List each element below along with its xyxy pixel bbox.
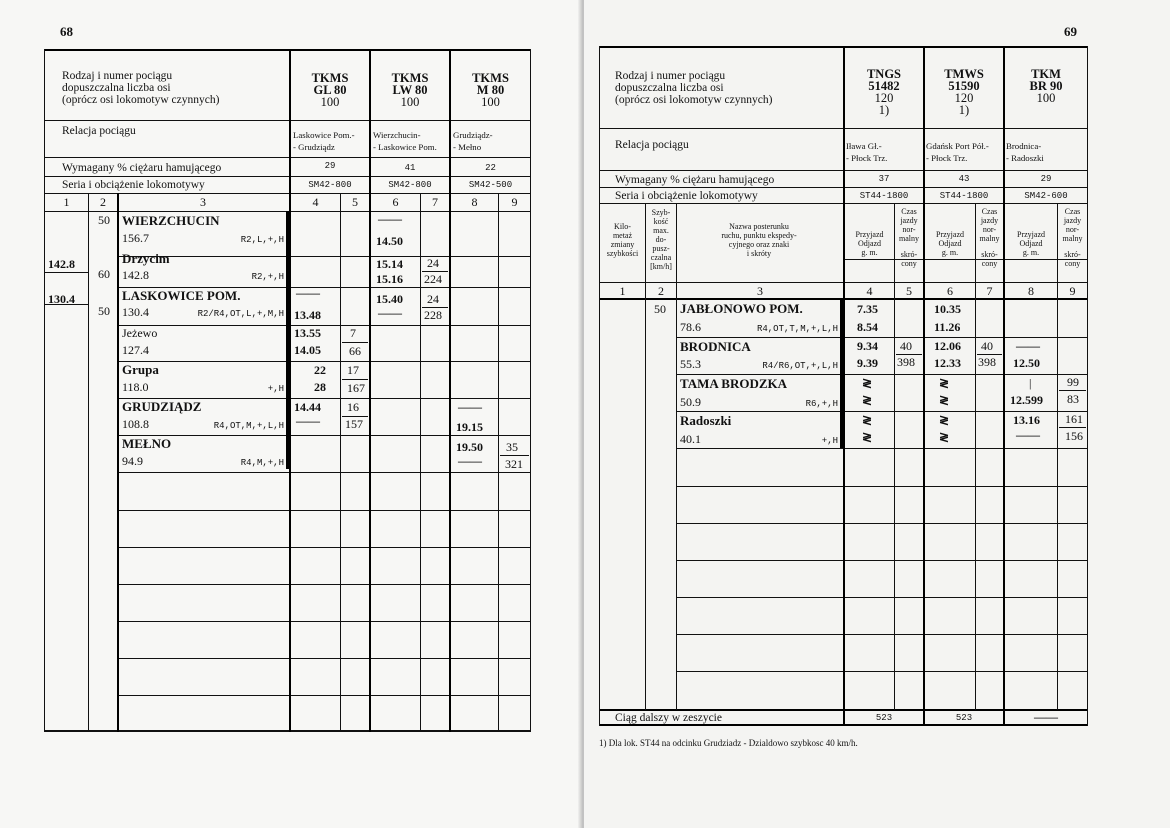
run-time: 17 — [347, 363, 359, 377]
max-speed: 50 — [654, 302, 666, 316]
station-km: 108.8 — [122, 417, 149, 431]
series-label: Seria i obciążenie lokomotywy — [62, 179, 205, 191]
time-departure: 19.15 — [456, 420, 483, 434]
run-time-reduced: 66 — [349, 344, 361, 358]
no-stop-mark: ≷ — [939, 430, 950, 444]
station-codes: R4/R6,OT,+,L,H — [762, 361, 838, 371]
train-code-2: TMWS 51590 120 1) — [944, 67, 984, 117]
relation-3: Brodnica- - Radoszki — [1006, 141, 1044, 163]
station-km: 55.3 — [680, 357, 701, 371]
time-arrival: 9.34 — [857, 339, 878, 353]
station-name: Drzycim — [122, 251, 170, 266]
station-name: BRODNICA — [680, 339, 751, 354]
time-departure: 9.39 — [857, 356, 878, 370]
station-name: LASKOWICE POM. — [122, 288, 241, 303]
runtime-subheader: Czas jazdy nor- malny skró- cony — [899, 207, 919, 268]
run-time: 24 — [427, 292, 439, 306]
time-dash: —— — [1016, 428, 1040, 442]
time-departure: 14.50 — [376, 234, 403, 248]
time-departure: 15.16 — [376, 272, 403, 286]
col-number: 1 — [619, 284, 626, 298]
time-dash: —— — [458, 454, 482, 468]
station-name: TAMA BRODZKA — [680, 376, 788, 391]
series-3: SM42-500 — [468, 180, 513, 190]
no-stop-mark: ≷ — [939, 413, 950, 427]
station-name: WIERZCHUCIN — [122, 213, 220, 228]
arrdep-subheader: Przyjazd Odjazd g. m. — [1017, 230, 1045, 257]
col-number: 2 — [658, 284, 664, 298]
relation-1: Laskowice Pom.- - Grudziądz — [293, 130, 355, 152]
train-code-1: TKMS GL 80 100 — [311, 71, 349, 109]
series-3: SM42-600 — [1024, 191, 1068, 201]
run-time: 16 — [347, 400, 359, 414]
run-time-reduced: 83 — [1067, 392, 1079, 406]
station-codes: R4,M,+,H — [240, 458, 284, 468]
station-codes: +,H — [821, 436, 838, 446]
page-number-right: 69 — [1064, 24, 1077, 39]
time-arrival: 12.06 — [934, 339, 961, 353]
no-stop-mark: ≷ — [862, 393, 873, 407]
col-number: 6 — [392, 195, 399, 209]
max-speed: 60 — [98, 267, 110, 281]
run-time-reduced: 167 — [347, 381, 365, 395]
braking-label: Wymagany % ciężaru hamującego — [615, 174, 775, 186]
braking-3: 29 — [1040, 174, 1052, 184]
run-time-reduced: 228 — [424, 308, 442, 322]
speed-subheader: Szyb- kość max. do- pusz- czalna [km/h] — [650, 208, 672, 271]
station-km: 40.1 — [680, 432, 701, 446]
run-time: 40 — [981, 339, 993, 353]
col-number: 1 — [63, 195, 70, 209]
station-km: 118.0 — [122, 380, 149, 394]
time-departure: 11.26 — [934, 320, 961, 334]
station-km: 127.4 — [122, 343, 149, 357]
time-dash: —— — [296, 414, 320, 428]
time-arrival: 7.35 — [857, 302, 878, 316]
run-time: 35 — [506, 440, 518, 454]
station-name: Grupa — [122, 362, 159, 377]
braking-2: 43 — [958, 174, 970, 184]
time-dash: —— — [1016, 339, 1040, 353]
train-type-label: Rodzaj i numer pociągu dopuszczalna liczba osi (oprócz osi lokomotyw czynnych) — [62, 70, 220, 106]
run-time-reduced: 157 — [345, 417, 363, 431]
page-number-left: 68 — [60, 24, 73, 39]
braking-3: 22 — [485, 163, 496, 173]
station-name: GRUDZIĄDZ — [122, 399, 202, 414]
time-arrival: 19.50 — [456, 440, 483, 454]
speed-change-km: 130.4 — [48, 292, 75, 306]
continued-label: Ciąg dalszy w zeszycie — [615, 712, 722, 724]
braking-label: Wymagany % ciężaru hamującego — [62, 162, 222, 174]
runtime-subheader: Czas jazdy nor- malny skró- cony — [979, 207, 1000, 268]
col-number: 2 — [100, 195, 106, 209]
time-arrival: 22 — [314, 363, 326, 377]
station-name: MEŁNO — [122, 436, 172, 451]
continued-1: 523 — [875, 713, 893, 723]
col-number: 3 — [200, 195, 206, 209]
station-km: 50.9 — [680, 395, 701, 409]
relation-1: Iława Gł.- - Płock Trz. — [846, 141, 888, 163]
series-label: Seria i obciążenie lokomotywy — [615, 190, 758, 202]
time-dash: —— — [296, 286, 320, 300]
col-number: 3 — [757, 284, 763, 298]
time-departure: 12.50 — [1013, 356, 1040, 370]
time-arrival: 15.40 — [376, 292, 403, 306]
station-codes: R4,OT,M,+,L,H — [213, 421, 284, 431]
continued-3: —— — [1034, 710, 1058, 724]
col-number: 9 — [1069, 284, 1076, 298]
time-dash: —— — [458, 400, 482, 414]
station-km: 130.4 — [122, 305, 149, 319]
relation-2: Wierzchucin- - Laskowice Pom. — [373, 130, 437, 152]
station-name: Radoszki — [680, 413, 732, 428]
series-1: ST44-1800 — [859, 191, 909, 201]
run-time: 161 — [1065, 412, 1083, 426]
station-km: 142.8 — [122, 268, 149, 282]
time-arrival: | — [1029, 376, 1032, 390]
name-subheader: Nazwa posterunku ruchu, punktu ekspedy- cyjnego oraz znaki i skróty — [721, 222, 797, 258]
braking-1: 29 — [324, 161, 336, 171]
station-codes: R6,+,H — [805, 399, 838, 409]
col-number: 8 — [1028, 284, 1034, 298]
run-time: 40 — [900, 339, 912, 353]
time-arrival: 14.44 — [294, 400, 321, 414]
station-km: 94.9 — [122, 454, 143, 468]
time-departure: 14.05 — [294, 343, 321, 357]
arrdep-subheader: Przyjazd Odjazd g. m. — [936, 230, 964, 257]
station-codes: R4,OT,T,M,+,L,H — [756, 324, 838, 334]
col-number: 7 — [432, 195, 438, 209]
speed-change-km: 142.8 — [48, 257, 75, 271]
series-1: SM42-800 — [308, 180, 352, 190]
footnote: 1) Dla lok. ST44 na odcinku Grudziadz - Dzialdowo szybkosc 40 km/h. — [599, 738, 858, 748]
run-time: 99 — [1067, 375, 1079, 389]
max-speed: 50 — [98, 304, 110, 318]
station-codes: R2/R4,OT,L,+,M,H — [197, 309, 284, 319]
runtime-subheader: Czas jazdy nor- malny skró- cony — [1062, 207, 1083, 268]
run-time-reduced: 398 — [978, 355, 996, 369]
col-number: 6 — [947, 284, 953, 298]
relation-2: Gdańsk Port Pół.- - Płock Trz. — [926, 141, 989, 163]
run-time: 24 — [427, 256, 439, 270]
time-dash: —— — [378, 212, 402, 226]
station-km: 78.6 — [680, 320, 701, 334]
run-time-reduced: 224 — [424, 272, 442, 286]
time-dash: —— — [378, 306, 402, 320]
time-departure: 12.33 — [934, 356, 961, 370]
time-departure: 12.599 — [1010, 393, 1043, 407]
col-number: 4 — [312, 195, 319, 209]
time-departure: 28 — [314, 380, 326, 394]
left-page — [0, 0, 582, 828]
col-number: 5 — [906, 284, 912, 298]
station-codes: R2,L,+,H — [240, 235, 284, 245]
train-code-1: TNGS 51482 120 1) — [866, 67, 902, 117]
series-2: SM42-800 — [388, 180, 432, 190]
time-departure: 13.48 — [294, 308, 321, 322]
time-arrival: 10.35 — [934, 302, 961, 316]
no-stop-mark: ≷ — [862, 376, 873, 390]
train-type-label: Rodzaj i numer pociągu dopuszczalna liczba osi (oprócz osi lokomotyw czynnych) — [615, 70, 773, 106]
time-departure: 8.54 — [857, 320, 878, 334]
braking-1: 37 — [878, 174, 890, 184]
station-name: Jeżewo — [122, 326, 158, 340]
no-stop-mark: ≷ — [939, 393, 950, 407]
relation-3: Grudziądz- - Mełno — [453, 130, 493, 152]
run-time: 7 — [350, 326, 356, 340]
col-number: 9 — [511, 195, 518, 209]
train-code-3: TKM BR 90 100 — [1029, 67, 1063, 105]
right-page — [584, 0, 1170, 828]
time-arrival: 15.14 — [376, 257, 403, 271]
train-code-3: TKMS M 80 100 — [472, 71, 509, 109]
no-stop-mark: ≷ — [862, 430, 873, 444]
relation-label: Relacja pociągu — [615, 139, 689, 151]
station-name: JABŁONOWO POM. — [680, 301, 803, 316]
col-number: 5 — [352, 195, 358, 209]
time-arrival: 13.55 — [294, 326, 321, 340]
braking-2: 41 — [404, 163, 416, 173]
run-time-reduced: 156 — [1065, 429, 1083, 443]
no-stop-mark: ≷ — [862, 413, 873, 427]
no-stop-mark: ≷ — [939, 376, 950, 390]
station-km: 156.7 — [122, 231, 149, 245]
col-number: 8 — [471, 195, 478, 209]
run-time-reduced: 321 — [505, 457, 523, 471]
km-subheader: Kilo- metaż zmiany szybkości — [606, 222, 639, 258]
col-number: 4 — [866, 284, 873, 298]
col-number: 7 — [986, 284, 993, 298]
continued-2: 523 — [955, 713, 973, 723]
max-speed: 50 — [98, 213, 110, 227]
time-arrival: 13.16 — [1013, 413, 1040, 427]
run-time-reduced: 398 — [897, 355, 915, 369]
station-codes: +,H — [267, 384, 284, 394]
train-code-2: TKMS LW 80 100 — [391, 71, 429, 109]
arrdep-subheader: Przyjazd Odjazd g. m. — [855, 230, 884, 257]
station-codes: R2,+,H — [251, 272, 284, 282]
series-2: ST44-1800 — [939, 191, 989, 201]
relation-label: Relacja pociągu — [62, 125, 136, 137]
